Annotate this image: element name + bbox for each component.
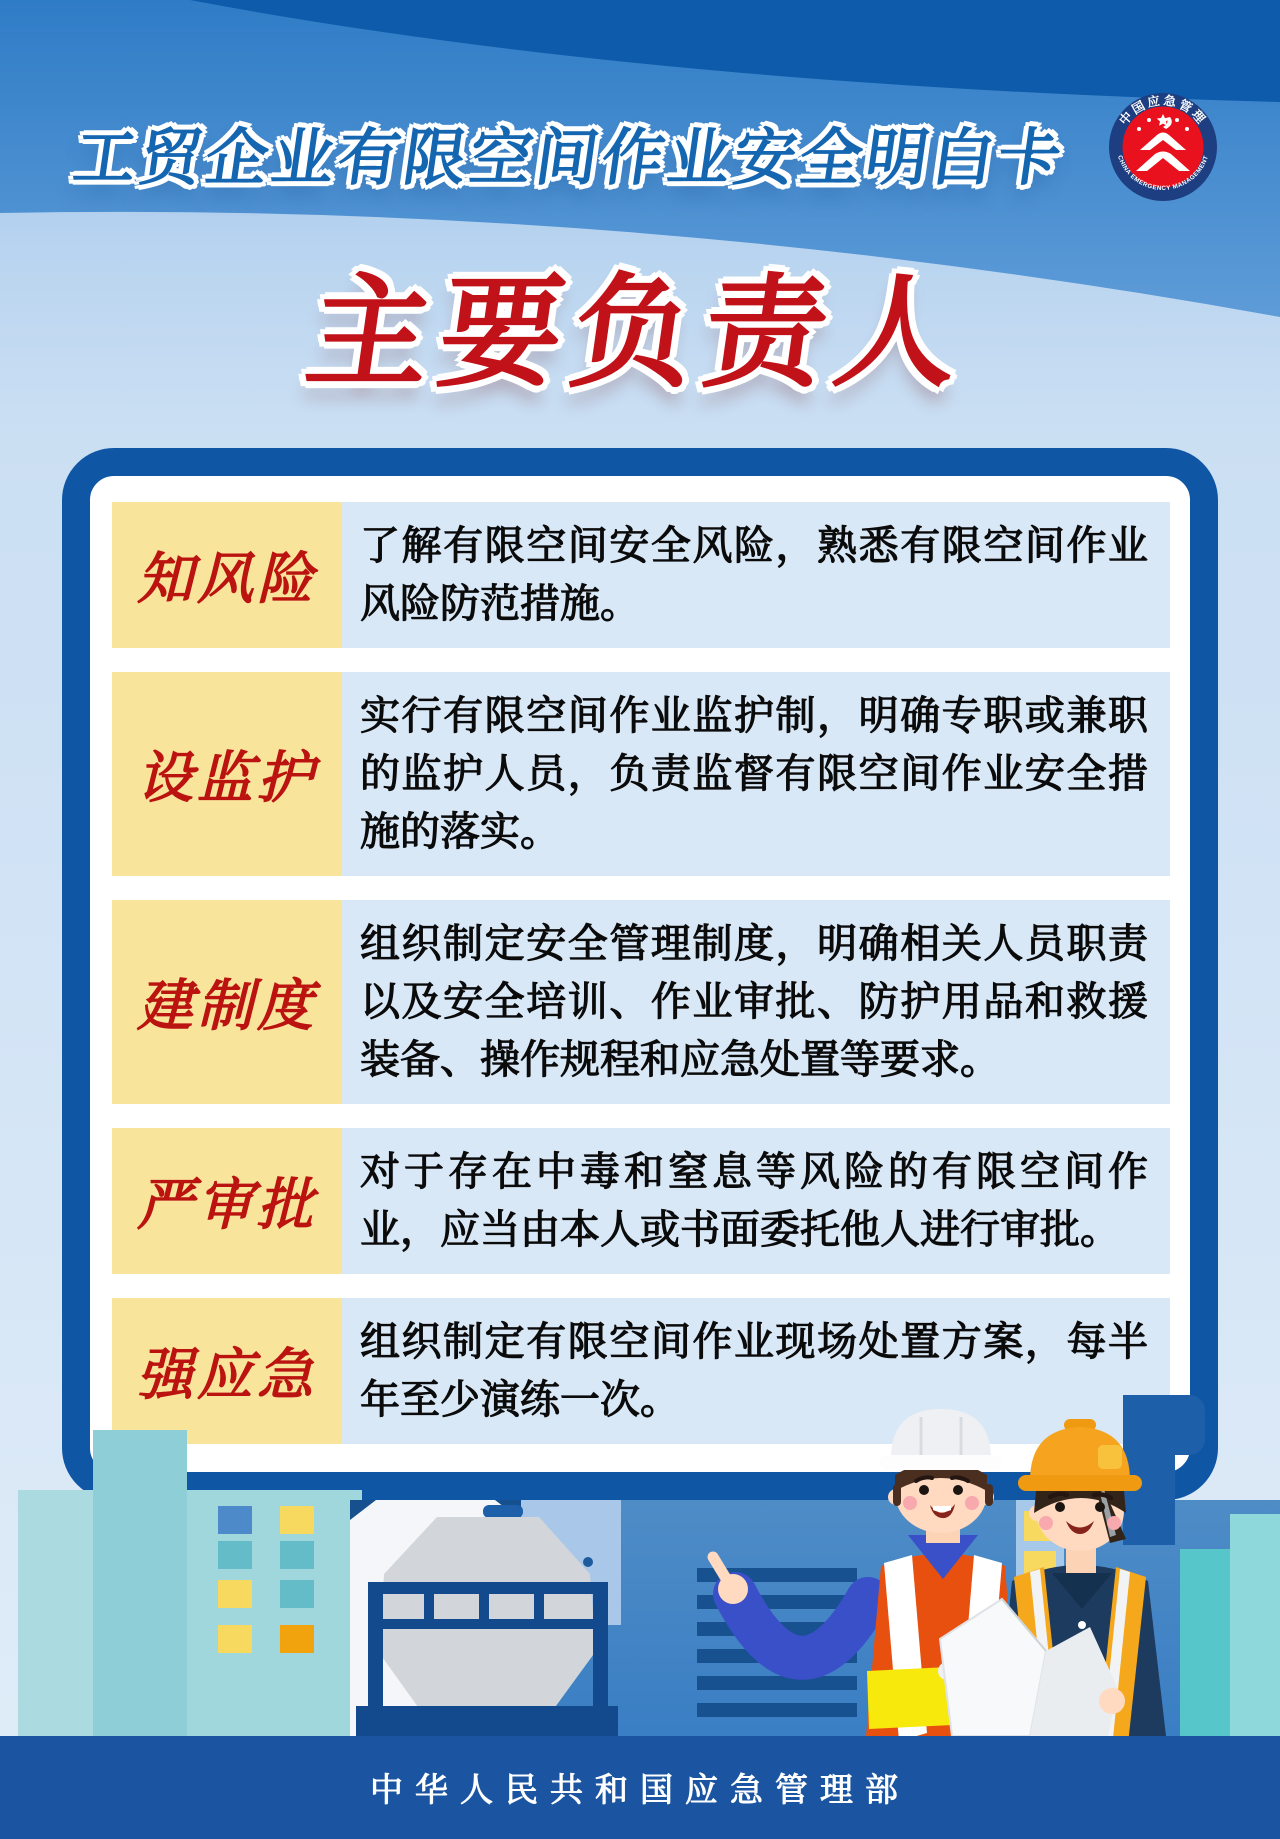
row-text: 组织制定安全管理制度，明确相关人员职责以及安全培训、作业审批、防护用品和救援装备、操作规程和应急处置等要求。: [342, 900, 1170, 1104]
card-row-set-guardian: [112, 672, 1170, 876]
row-text: 组织制定有限空间作业现场处置方案，每半年至少演练一次。: [342, 1298, 1170, 1444]
card-row-strict-approval: [112, 1128, 1170, 1274]
row-label: 严审批: [112, 1128, 342, 1274]
row-text: 对于存在中毒和窒息等风险的有限空间作业，应当由本人或书面委托他人进行审批。: [342, 1128, 1170, 1274]
card-row-know-risk: [112, 502, 1170, 648]
row-label: 强应急: [112, 1298, 342, 1444]
footer-bar: [0, 1736, 1280, 1839]
row-label: 设监护: [112, 672, 342, 876]
responsibility-card: [62, 448, 1218, 1500]
row-label: 建制度: [112, 900, 342, 1104]
logo-en-text: CHINA EMERGENCY MANAGEMENT: [1115, 154, 1211, 193]
footer-ministry-name: 中华人民共和国应急管理部: [370, 1771, 910, 1808]
page-title: 主要负责人: [298, 265, 979, 401]
card-row-build-system: [112, 900, 1170, 1104]
logo-zh-text: 中国应急管理: [1116, 93, 1210, 128]
poster-subtitle: 工贸企业有限空间作业安全明白卡: [69, 124, 1070, 193]
row-text: 了解有限空间安全风险，熟悉有限空间作业风险防范措施。: [342, 502, 1170, 648]
row-label: 知风险: [112, 502, 342, 648]
white-hard-hat-icon: [880, 1409, 1002, 1470]
row-text: 实行有限空间作业监护制，明确专职或兼职的监护人员，负责监督有限空间作业安全措施的落实。: [342, 672, 1170, 876]
